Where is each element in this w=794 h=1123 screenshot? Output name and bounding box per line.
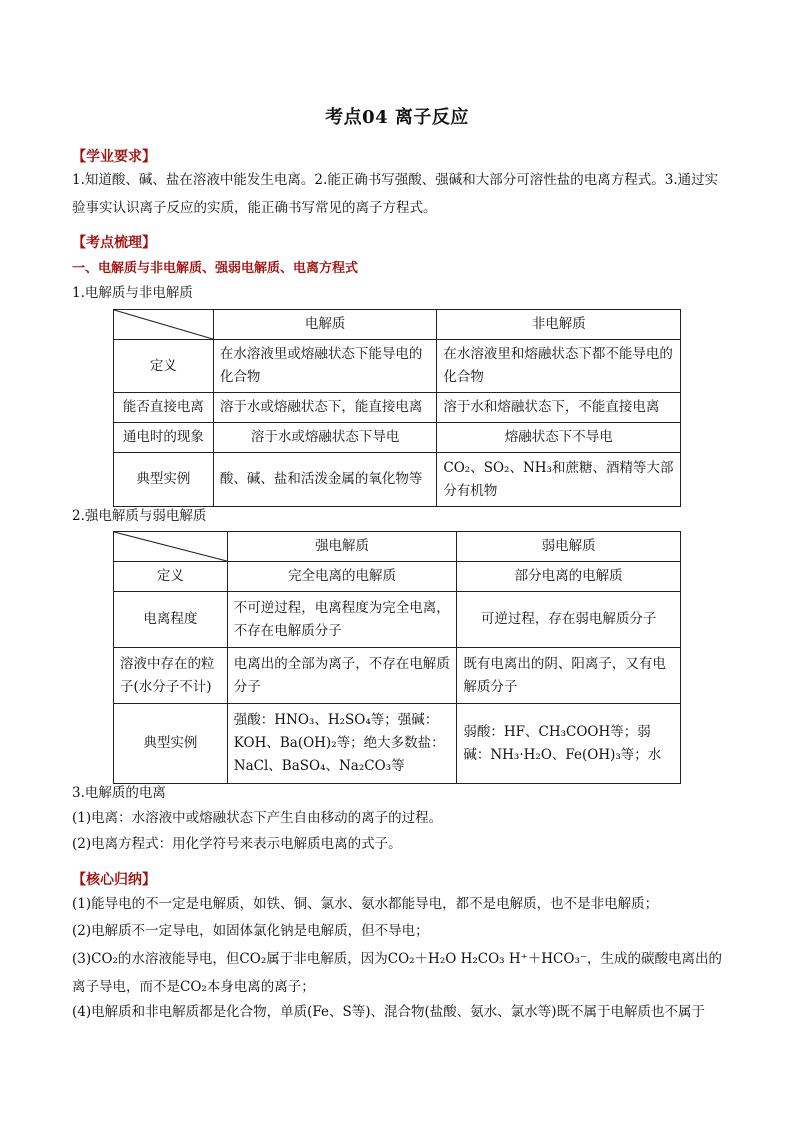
table-corner-cell <box>114 532 228 562</box>
outline-heading: 【考点梳理】 <box>72 235 156 251</box>
table-cell: 可逆过程，存在弱电解质分子 <box>457 592 681 648</box>
table-header: 非电解质 <box>437 310 681 340</box>
table-cell: 部分电离的电解质 <box>457 562 681 592</box>
table-cell: 不可逆过程，电离程度为完全电离，不存在电解质分子 <box>227 592 457 648</box>
table-cell: 完全电离的电解质 <box>227 562 457 592</box>
table-row <box>114 423 681 453</box>
table-row <box>114 592 681 648</box>
core-point-4: (4)电解质和非电解质都是化合物，单质(Fe、S等)、混合物(盐酸、氨水、氯水等)既不属于电解质也不属于 <box>72 1004 706 1020</box>
table-cell: CO₂、SO₂、NH₃和蔗糖、酒精等大部分有机物 <box>437 453 681 507</box>
core-point-1: (1)能导电的不一定是电解质，如铁、铜、氯水、氨水都能导电，都不是电解质，也不是非电解质； <box>72 896 659 912</box>
table-header: 强电解质 <box>227 532 457 562</box>
section-1-heading: 一、电解质与非电解质、强弱电解质、电离方程式 <box>72 261 359 276</box>
table-cell: 弱酸：HF、CH₃COOH等；弱碱：NH₃·H₂O、Fe(OH)₃等；水 <box>457 704 681 784</box>
table-cell: 既有电离出的阴、阳离子，又有电解质分子 <box>457 648 681 704</box>
ionization-definition: (1)电离：水溶液中或熔融状态下产生自由移动的离子的过程。 <box>72 810 443 826</box>
subheading-2: 2.强电解质与弱电解质 <box>72 508 207 524</box>
row-label: 溶液中存在的粒子(水分子不计) <box>114 648 228 704</box>
core-point-3: (3)CO₂的水溶液能导电，但CO₂属于非电解质，因为CO₂＋H₂O H₂CO₃ H⁺＋HCO₃⁻，生成的碳酸电离出的离子导电，而不是CO₂本身电离的离子； <box>72 951 722 995</box>
table-cell: 溶于水或熔融状态下，能直接电离 <box>213 393 437 423</box>
table-row <box>114 393 681 423</box>
table-cell: 酸、碱、盐和活泼金属的氧化物等 <box>213 453 437 507</box>
table-row <box>114 704 681 784</box>
core-point-2: (2)电解质不一定导电，如固体氯化钠是电解质，但不导电； <box>72 923 429 939</box>
table-row <box>114 648 681 704</box>
table-cell: 在水溶液里或熔融状态下能导电的化合物 <box>213 340 437 393</box>
electrolyte-table <box>113 309 681 507</box>
table-cell: 熔融状态下不导电 <box>437 423 681 453</box>
subheading-3: 3.电解质的电离 <box>72 785 166 801</box>
table-corner-cell <box>114 310 214 340</box>
strong-weak-table <box>113 531 681 784</box>
table-cell: 强酸：HNO₃、H₂SO₄等；强碱：KOH、Ba(OH)₂等；绝大多数盐：NaCl、BaSO₄、Na₂CO₃等 <box>227 704 457 784</box>
table-row <box>114 562 681 592</box>
requirements-heading: 【学业要求】 <box>72 149 156 165</box>
table-cell: 溶于水和熔融状态下，不能直接电离 <box>437 393 681 423</box>
table-header: 电解质 <box>213 310 437 340</box>
row-label: 能否直接电离 <box>114 393 214 423</box>
subheading-1: 1.电解质与非电解质 <box>72 285 193 301</box>
table-cell: 电离出的全部为离子，不存在电解质分子 <box>227 648 457 704</box>
row-label: 电离程度 <box>114 592 228 648</box>
core-heading: 【核心归纳】 <box>72 872 156 888</box>
table-header: 弱电解质 <box>457 532 681 562</box>
row-label: 定义 <box>114 340 214 393</box>
page-title: 考点04 离子反应 <box>325 107 469 128</box>
table-cell: 溶于水或熔融状态下导电 <box>213 423 437 453</box>
table-row <box>114 340 681 393</box>
row-label: 典型实例 <box>114 704 228 784</box>
ionization-equation-definition: (2)电离方程式：用化学符号来表示电解质电离的式子。 <box>72 836 402 852</box>
row-label: 定义 <box>114 562 228 592</box>
table-row <box>114 453 681 507</box>
requirements-text: 1.知道酸、碱、盐在溶液中能发生电离。2.能正确书写强酸、强碱和大部分可溶性盐的电离方程式。3.通过实验事实认识离子反应的实质，能正确书写常见的离子方程式。 <box>72 172 719 216</box>
table-cell: 在水溶液里和熔融状态下都不能导电的化合物 <box>437 340 681 393</box>
row-label: 典型实例 <box>114 453 214 507</box>
row-label: 通电时的现象 <box>114 423 214 453</box>
